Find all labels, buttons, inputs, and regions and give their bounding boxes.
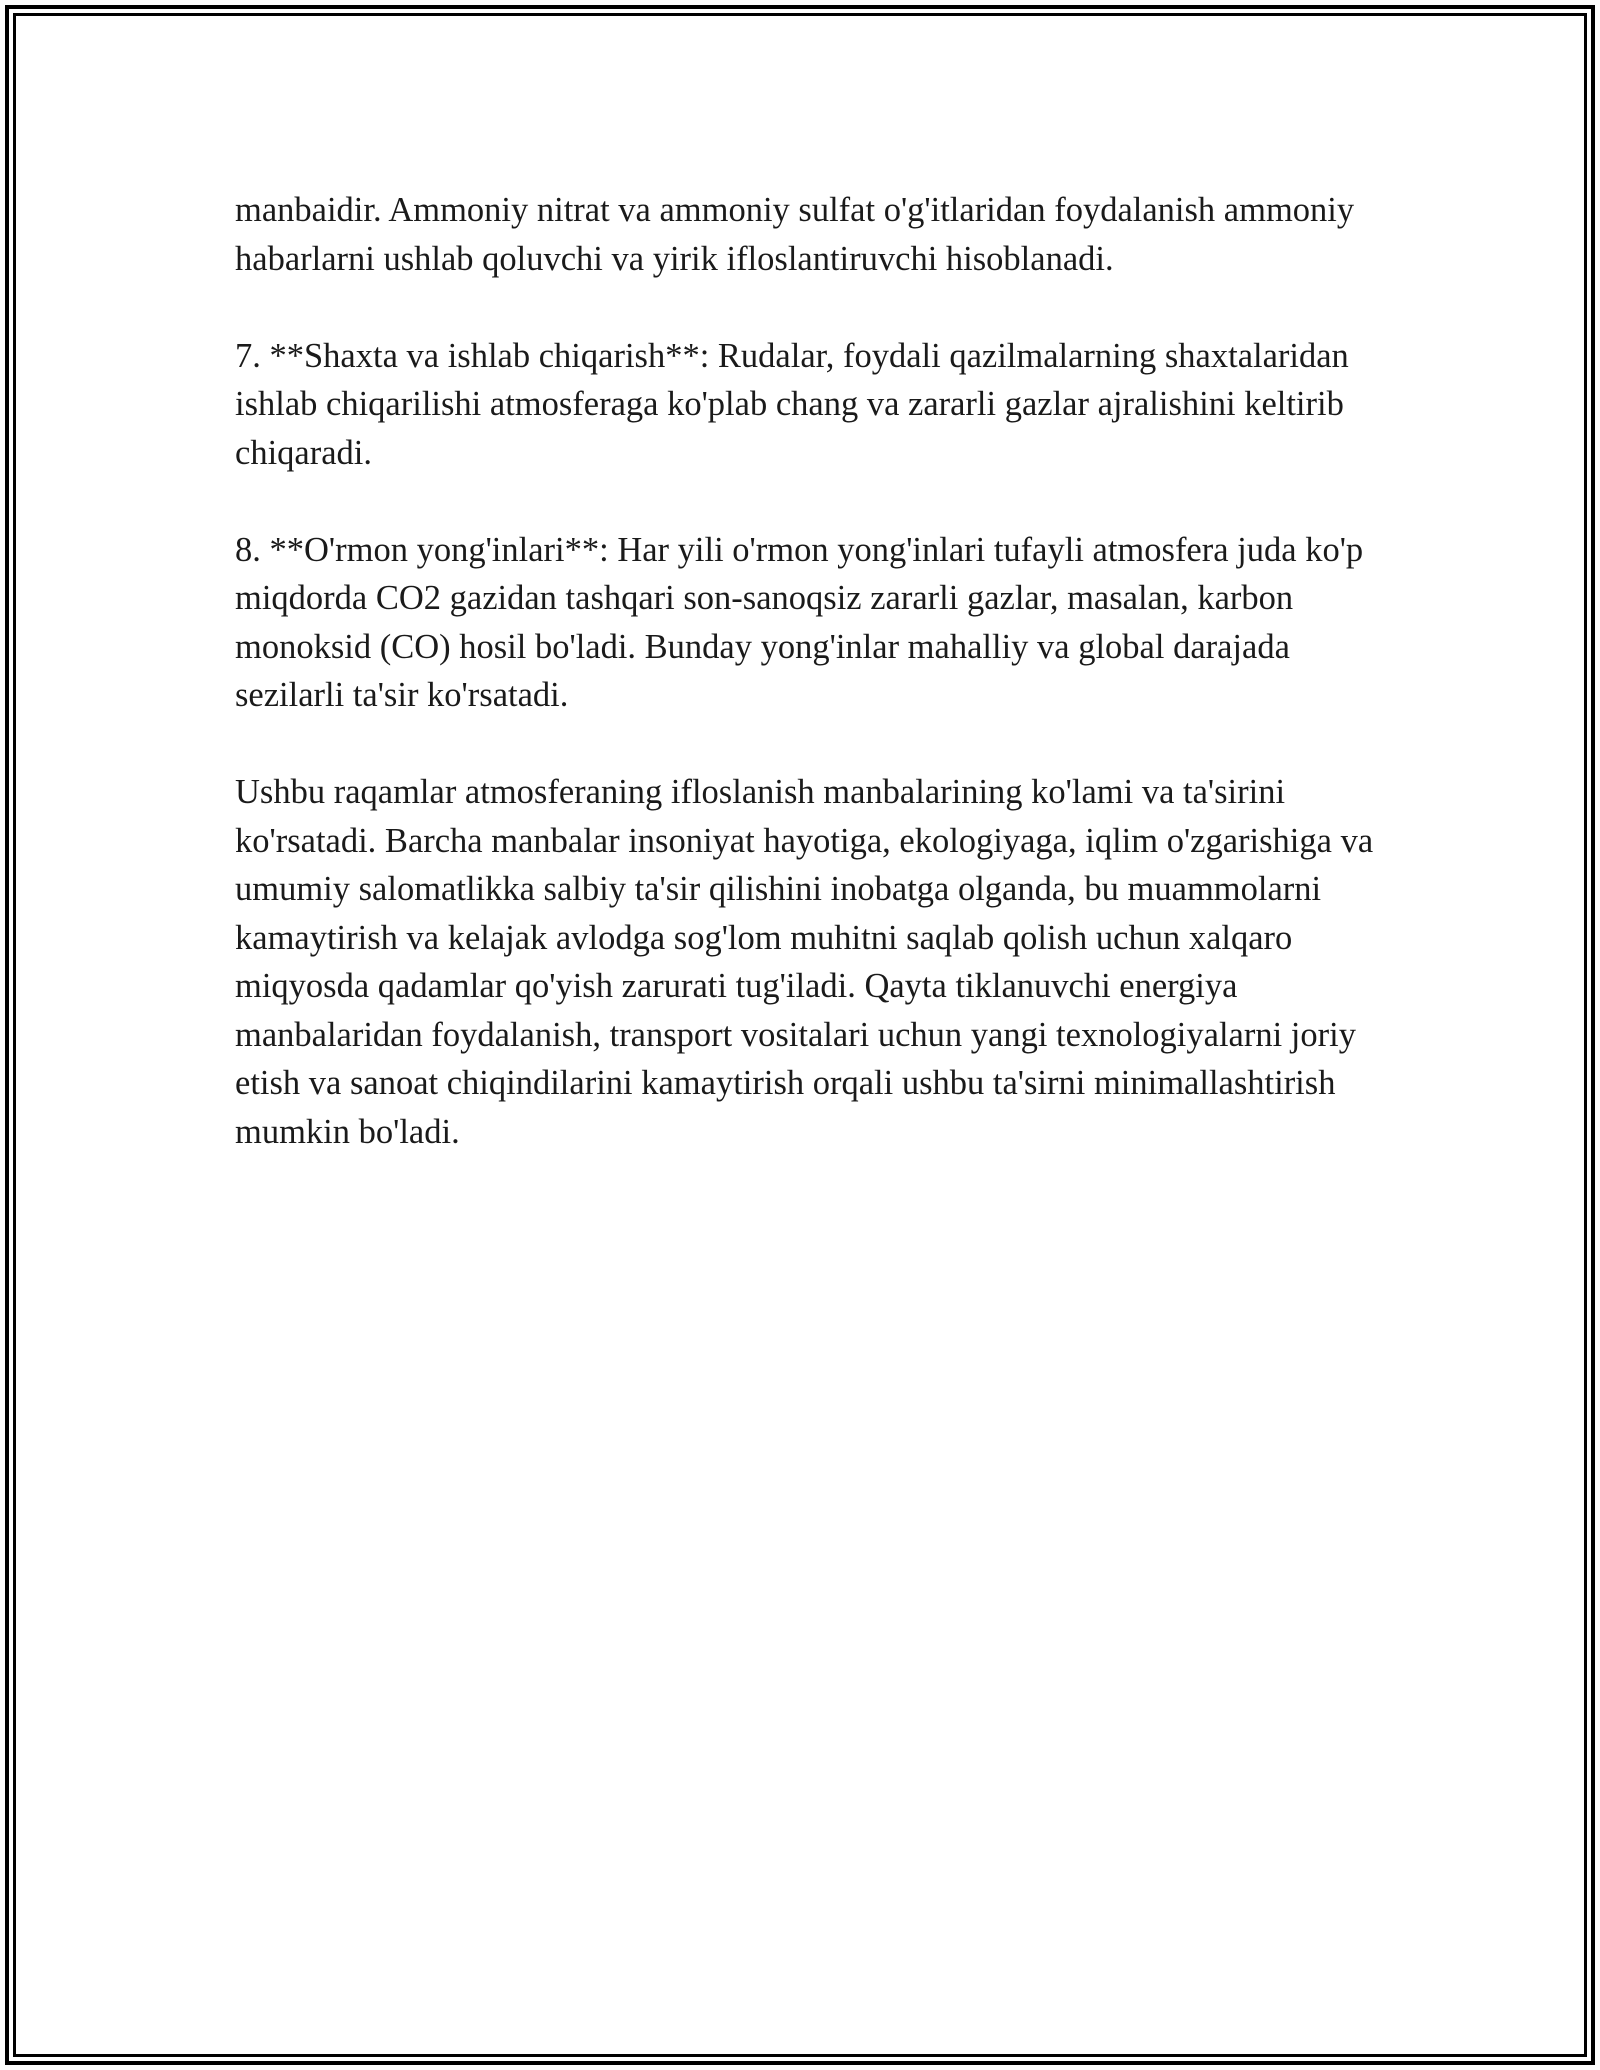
document-body: [235, 186, 1375, 1156]
paragraph-conclusion: Ushbu raqamlar atmosferaning ifloslanish manbalarining ko'lami va ta'sirini ko'rsatadi. Barcha manbalar insoniyat hayotiga, ekologiyaga, iqlim o'zgarishiga va umumiy salomatlikka salbiy ta'sir qilishini inobatga olganda, bu muammolarni kamaytirish va kelajak avlodga sog'lom muhitni saqlab qolish uchun xalqaro miqyosda qadamlar qo'yish zarurati tug'iladi. Qayta tiklanuvchi energiya manbalaridan foydalanish, transport vositalari uchun yangi texnologiyalarni joriy etish va sanoat chiqindilarini kamaytirish orqali ushbu ta'sirni minimallashtirish mumkin bo'ladi.: [235, 773, 1374, 1151]
paragraph-item-7-mining: 7. **Shaxta va ishlab chiqarish**: Rudalar, foydali qazilmalarning shaxtalaridan ishlab chiqarilishi atmosferaga ko'plab chang va zararli gazlar ajralishini keltirib chiqaradi.: [235, 336, 1349, 472]
paragraph-item-8-forest-fires: 8. **O'rmon yong'inlari**: Har yili o'rmon yong'inlari tufayli atmosfera juda ko'p miqdorda CO2 gazidan tashqari son-sanoqsiz zararli gazlar, masalan, karbon monoksid (CO) hosil bo'ladi. Bunday yong'inlar mahalliy va global darajada sezilarli ta'sir ko'rsatadi.: [235, 530, 1364, 714]
paragraph-continuation: manbaidir. Ammoniy nitrat va ammoniy sulfat o'g'itlaridan foydalanish ammoniy habarlarni ushlab qoluvchi va yirik ifloslantiruvchi hisoblanadi.: [235, 191, 1355, 278]
